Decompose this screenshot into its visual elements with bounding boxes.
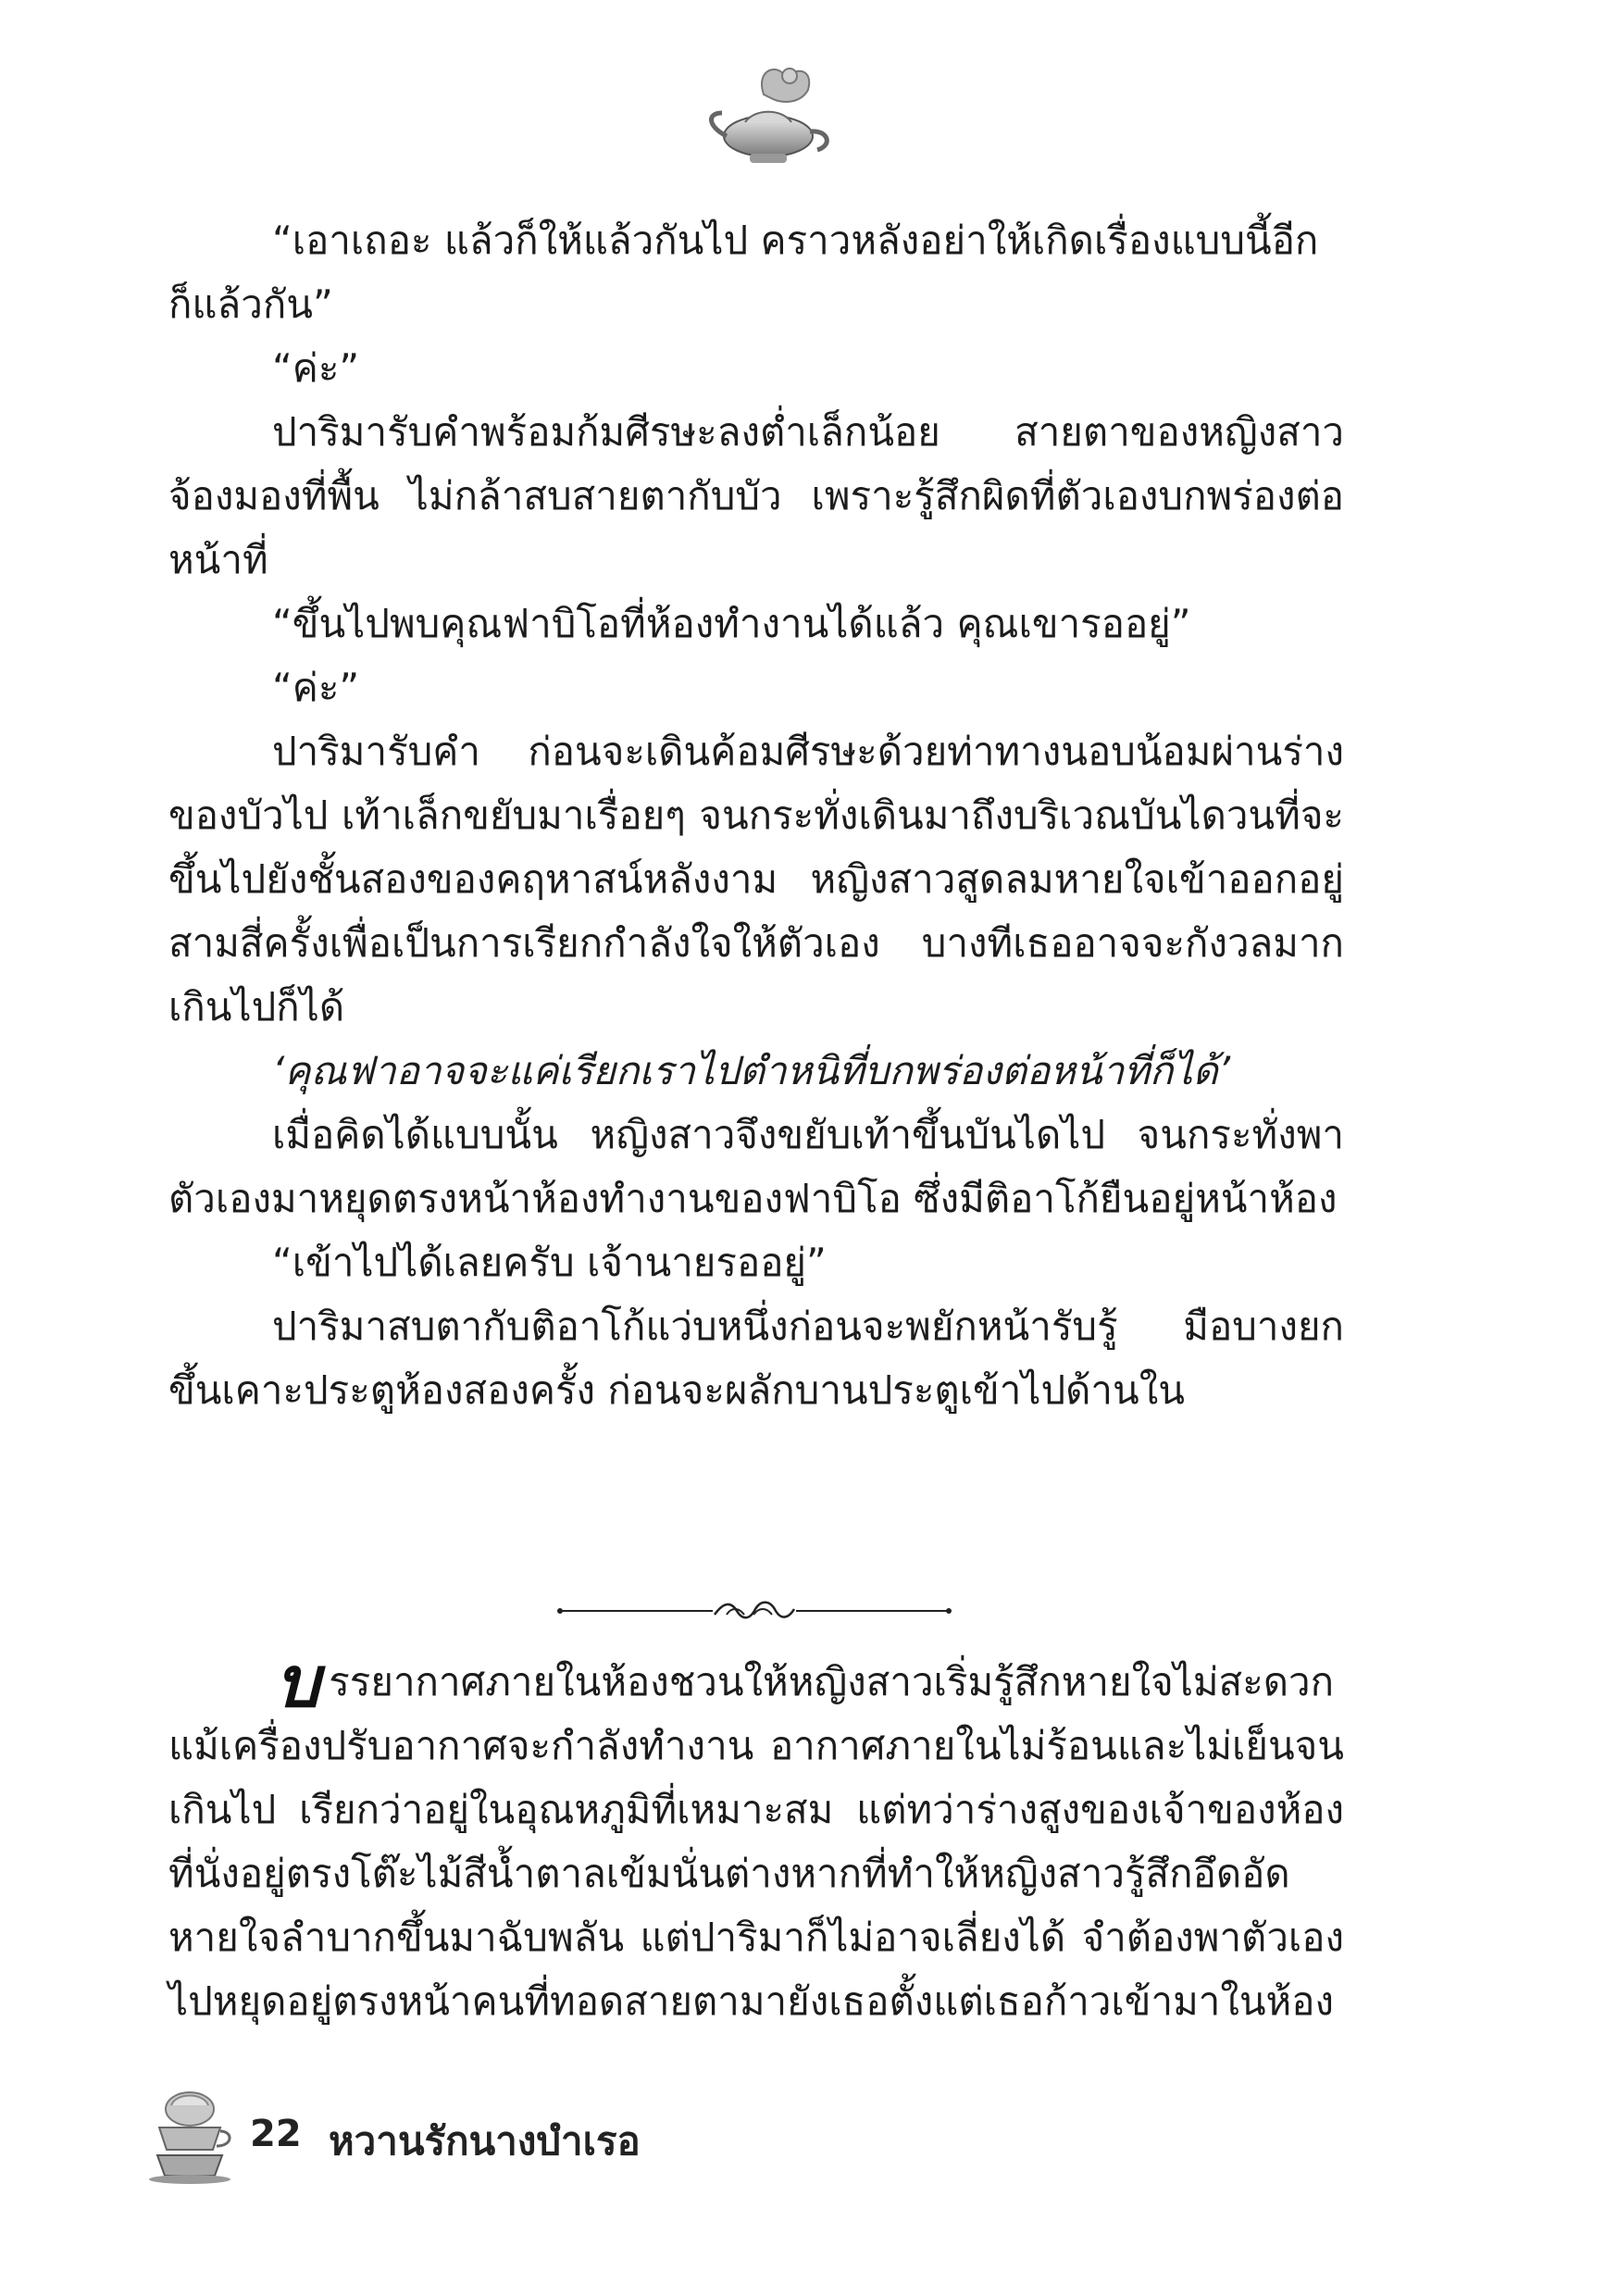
section-two-text xyxy=(168,1641,1344,2033)
paragraph: ปาริมารับคำ ก่อนจะเดินค้อมศีรษะด้วยท่าทางนอบน้อมผ่านร่างของบัวไป เท้าเล็กขยับมาเรื่อยๆ จนกระทั่งเดินมาถึงบริเวณบันไดวนที่จะขึ้นไปยังชั้นสองของคฤหาสน์หลังงาม หญิงสาวสูดลมหายใจเข้าออกอยู่สามสี่ครั้งเพื่อเป็นการเรียกกำลังใจให้ตัวเอง บางทีเธออาจจะกังวลมากเกินไปก็ได้ xyxy=(168,729,1344,1029)
paragraph: รรยากาศภายในห้องชวนให้หญิงสาวเริ่มรู้สึกหายใจไม่สะดวกแม้เครื่องปรับอากาศจะกำลังทำงาน อากาศภายในไม่ร้อนและไม่เย็นจนเกินไป เรียกว่าอยู่ในอุณหภูมิที่เหมาะสม แต่ทว่าร่างสูงของเจ้าของห้องที่นั่งอยู่ตรงโต๊ะไม้สีน้ำตาลเข้มนั่นต่างหากที่ทำให้หญิงสาวรู้สึกอึดอัดหายใจลำบากขึ้นมาฉับพลัน แต่ปาริมาก็ไม่อาจเลี่ยงได้ จำต้องพาตัวเองไปหยุดอยู่ตรงหน้าคนที่ทอดสายตามายังเธอตั้งแต่เธอก้าวเข้ามาในห้อง xyxy=(168,1659,1344,2024)
paragraph: เมื่อคิดได้แบบนั้น หญิงสาวจึงขยับเท้าขึ้นบันไดไป จนกระทั่งพาตัวเองมาหยุดตรงหน้าห้องทำงานของฟาบิโอ ซึ่งมีติอาโก้ยืนอยู่หน้าห้อง xyxy=(168,1112,1344,1221)
paragraph: “เข้าไปได้เลยครับ เจ้านายรออยู่” xyxy=(272,1240,827,1285)
paragraph: “ค่ะ” xyxy=(272,345,360,391)
paragraph: “เอาเถอะ แล้วก็ให้แล้วกันไป คราวหลังอย่าให้เกิดเรื่องแบบนี้อีก xyxy=(272,218,1319,263)
paragraph: ปาริมาสบตากับติอาโก้แว่บหนึ่งก่อนจะพยักหน้ารับรู้ มือบางยกขึ้นเคาะประตูห้องสองครั้ง ก่อนจะผลักบานประตูเข้าไปด้านใน xyxy=(168,1304,1344,1413)
paragraph: ก็แล้วกัน” xyxy=(168,281,333,327)
teacup-stack-icon xyxy=(139,2083,241,2185)
teapot-cupid-ornament-icon xyxy=(699,57,838,178)
section-one-text xyxy=(168,208,1344,1422)
paragraph: “ค่ะ” xyxy=(272,665,360,710)
book-title: หวานรักนางบำเรอ xyxy=(329,2118,641,2164)
page-footer xyxy=(139,2083,694,2185)
scroll-divider-icon xyxy=(555,1594,953,1628)
paragraph-italic: ‘คุณฟาอาจจะแค่เรียกเราไปตำหนิที่บกพร่องต่อหน้าที่ก็ได้’ xyxy=(272,1048,1231,1093)
drop-cap: บ xyxy=(275,1641,320,1723)
page-number: 22 xyxy=(250,2113,302,2155)
paragraph: “ขึ้นไปพบคุณฟาบิโอที่ห้องทำงานได้แล้ว คุณเขารออยู่” xyxy=(272,601,1191,646)
paragraph: ปาริมารับคำพร้อมก้มศีรษะลงต่ำเล็กน้อย สายตาของหญิงสาวจ้องมองที่พื้น ไม่กล้าสบสายตากับบัว เพราะรู้สึกผิดที่ตัวเองบกพร่องต่อหน้าที่ xyxy=(168,409,1344,582)
